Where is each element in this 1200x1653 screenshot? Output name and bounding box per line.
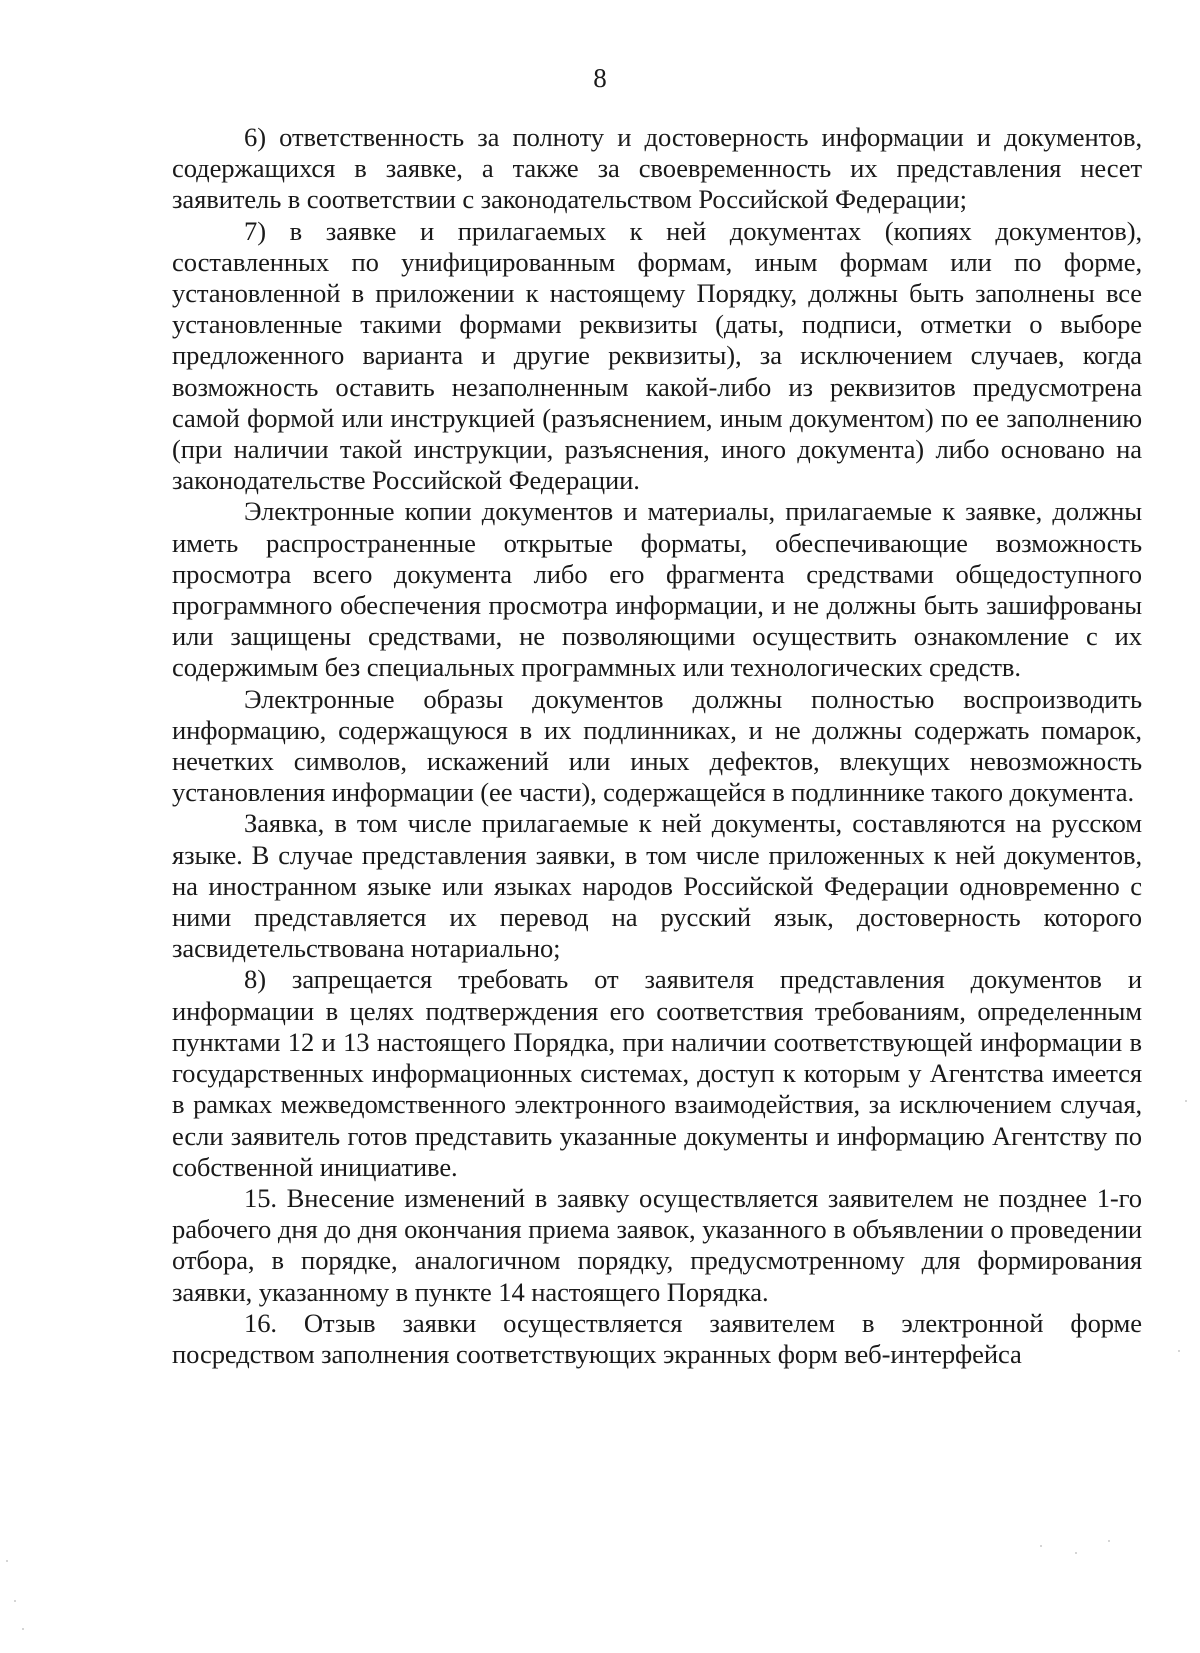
scan-speck — [6, 1560, 8, 1562]
paragraph-item-7: 7) в заявке и прилагаемых к ней документах (копиях документов), составленных по унифицированным формам, иным формам или по форме, установленной в приложении к настоящему Порядку, должны быть заполнены все установленные такими формами реквизиты (даты, подписи, отметки о выборе предложенного варианта и другие реквизиты), за исключением случаев, когда возможность оставить незаполненным какой-либо из реквизитов предусмотрена самой формой или инструкцией (разъяснением, иным документом) по ее заполнению (при наличии такой инструкции, разъяснения, иного документа) либо основано на законодательстве Российской Федерации. — [172, 215, 1142, 496]
document-body — [172, 122, 1142, 1370]
paragraph-section-15: 15. Внесение изменений в заявку осуществляется заявителем не позднее 1-го рабочего дня до дня окончания приема заявок, указанного в объявлении о проведении отбора, в порядке, аналогичном порядку, предусмотренному для формирования заявки, указанному в пункте 14 настоящего Порядка. — [172, 1182, 1142, 1307]
scan-speck — [1040, 1545, 1042, 1547]
scan-speck — [1185, 1100, 1187, 1102]
page-number: 8 — [593, 63, 607, 93]
scan-speck — [1075, 1552, 1077, 1554]
scan-speck — [14, 1600, 16, 1602]
paragraph-electronic-images: Электронные образы документов должны полностью воспроизводить информацию, содержащуюся в их подлинниках, и не должны содержать помарок, нечетких символов, искажений или иных дефектов, влекущих невозможность установления информации (ее части), содержащейся в подлиннике такого документа. — [172, 683, 1142, 808]
scan-speck — [1178, 1350, 1180, 1352]
scan-speck — [1108, 1540, 1110, 1542]
paragraph-russian-language: Заявка, в том числе прилагаемые к ней документы, составляются на русском языке. В случае представления заявки, в том числе приложенных к ней документов, на иностранном языке или языках народов Российской Федерации одновременно с ними представляется их перевод на русский язык, достоверность которого засвидетельствована нотариально; — [172, 808, 1142, 964]
paragraph-item-8: 8) запрещается требовать от заявителя представления документов и информации в целях подтверждения его соответствия требованиям, определенным пунктами 12 и 13 настоящего Порядка, при наличии соответствующей информации в государственных информационных системах, доступ к которым у Агентства имеется в рамках межведомственного электронного взаимодействия, за исключением случая, если заявитель готов представить указанные документы и информацию Агентству по собственной инициативе. — [172, 964, 1142, 1182]
paragraph-section-16: 16. Отзыв заявки осуществляется заявителем в электронной форме посредством заполнения соответствующих экранных форм веб-интерфейса — [172, 1307, 1142, 1369]
scan-speck — [22, 1628, 24, 1630]
paragraph-item-6: 6) ответственность за полноту и достоверность информации и документов, содержащихся в заявке, а также за своевременность их представления несет заявитель в соответствии с законодательством Российской Федерации; — [172, 122, 1142, 215]
paragraph-electronic-copies: Электронные копии документов и материалы, прилагаемые к заявке, должны иметь распространенные открытые форматы, обеспечивающие возможность просмотра всего документа либо его фрагмента средствами общедоступного программного обеспечения просмотра информации, и не должны быть зашифрованы или защищены средствами, не позволяющими осуществить ознакомление с их содержимым без специальных программных или технологических средств. — [172, 496, 1142, 683]
